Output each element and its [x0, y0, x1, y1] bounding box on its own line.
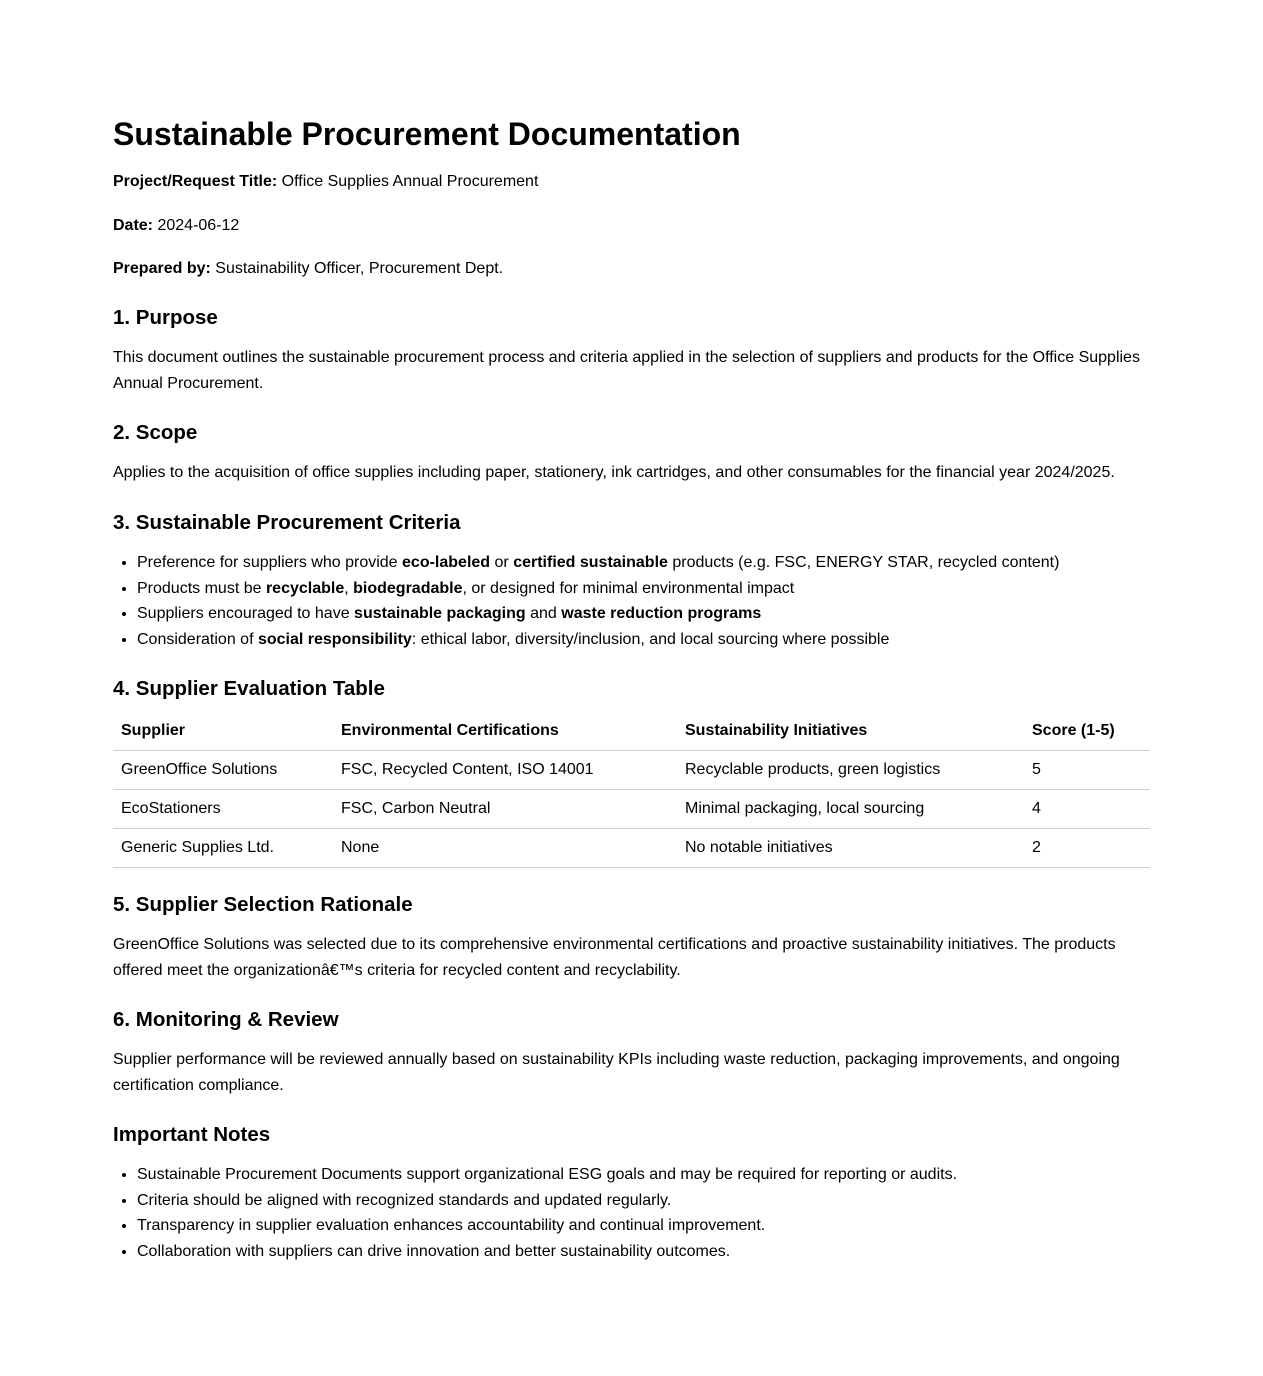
- notes-heading: Important Notes: [113, 1123, 271, 1146]
- supplier-cell: EcoStationers: [113, 790, 333, 829]
- criteria-text: and: [525, 605, 562, 623]
- column-header: Sustainability Initiatives: [677, 712, 1024, 751]
- criteria-bold: certified sustainable: [513, 554, 668, 571]
- meta-project-label: Project/Request Title:: [113, 173, 278, 190]
- note-item: • Sustainable Procurement Documents support organizational ESG goals and may be required for reporting or audits.: [137, 1162, 1157, 1188]
- meta-date-value: 2024-06-12: [157, 217, 240, 234]
- score-cell: 5: [1024, 751, 1150, 790]
- column-header: Environmental Certifications: [333, 712, 677, 751]
- supplier-cell: GreenOffice Solutions: [113, 751, 333, 790]
- monitoring-heading: 6. Monitoring & Review: [113, 1008, 339, 1031]
- meta-project: [113, 172, 538, 192]
- supplier-evaluation-table: [113, 712, 1150, 868]
- table-header-row: [113, 712, 1150, 751]
- criteria-text: Suppliers encouraged to have: [137, 605, 355, 623]
- criteria-text: Preference for suppliers who provide: [137, 554, 403, 571]
- criteria-item: [137, 627, 1157, 653]
- certifications-cell: FSC, Carbon Neutral: [333, 790, 677, 829]
- initiatives-cell: No notable initiatives: [677, 829, 1024, 868]
- criteria-item: [137, 576, 1157, 602]
- initiatives-cell: Recyclable products, green logistics: [677, 751, 1024, 790]
- scope-heading: 2. Scope: [113, 421, 198, 444]
- meta-date-label: Date:: [113, 217, 154, 234]
- initiatives-cell: Minimal packaging, local sourcing: [677, 790, 1024, 829]
- supplier-cell: Generic Supplies Ltd.: [113, 829, 333, 868]
- criteria-text: products (e.g. FSC, ENERGY STAR, recycled content): [667, 554, 1060, 571]
- meta-prepared-label: Prepared by:: [113, 260, 211, 277]
- score-cell: 4: [1024, 790, 1150, 829]
- rationale-heading: 5. Supplier Selection Rationale: [113, 893, 413, 916]
- certifications-cell: FSC, Recycled Content, ISO 14001: [333, 751, 677, 790]
- certifications-cell: None: [333, 829, 677, 868]
- score-cell: 2: [1024, 829, 1150, 868]
- note-item: • Collaboration with suppliers can drive innovation and better sustainability outcomes.: [137, 1239, 1157, 1265]
- meta-project-value: Office Supplies Annual Procurement: [281, 173, 539, 190]
- meta-date: [113, 216, 239, 236]
- table-row: [113, 829, 1150, 868]
- meta-prepared-value: Sustainability Officer, Procurement Dept.: [215, 260, 504, 277]
- purpose-text: This document outlines the sustainable procurement process and criteria applied in the selection of suppliers and products for the Office Supplies Annual Procurement.: [113, 349, 1140, 392]
- scope-text: Applies to the acquisition of office supplies including paper, stationery, ink cartridges, and other consumables for the financial year 2024/2025.: [113, 464, 1115, 481]
- criteria-text: : ethical labor, diversity/inclusion, and local sourcing where possible: [411, 630, 890, 648]
- criteria-text: Consideration of: [137, 630, 258, 648]
- monitoring-text: Supplier performance will be reviewed annually based on sustainability KPIs including waste reduction, packaging improvements, and ongoing certification compliance.: [113, 1051, 1120, 1094]
- table-row: [113, 751, 1150, 790]
- criteria-item: [137, 550, 1157, 576]
- rationale-text: GreenOffice Solutions was selected due to its comprehensive environmental certifications and proactive sustainability initiatives. The products offered meet the organizationâ€™s criteria for recycled content and recyclability.: [113, 936, 1116, 979]
- criteria-bold: biodegradable: [353, 579, 463, 597]
- page-title: Sustainable Procurement Documentation: [113, 116, 741, 152]
- criteria-bold: sustainable packaging: [354, 605, 526, 623]
- criteria-text: ,: [344, 579, 354, 597]
- column-header: Supplier: [113, 712, 333, 751]
- purpose-heading: 1. Purpose: [113, 306, 218, 329]
- note-item: • Criteria should be aligned with recognized standards and updated regularly.: [137, 1188, 1157, 1214]
- criteria-bold: recyclable: [265, 579, 345, 597]
- criteria-heading: 3. Sustainable Procurement Criteria: [113, 511, 461, 534]
- criteria-bold: waste reduction programs: [561, 605, 762, 623]
- criteria-item: [137, 601, 1157, 627]
- table-row: [113, 790, 1150, 829]
- criteria-bold: eco-labeled: [402, 554, 491, 571]
- meta-prepared: [113, 259, 503, 279]
- criteria-list: [113, 550, 1157, 652]
- criteria-text: or: [490, 554, 514, 571]
- column-header: Score (1-5): [1024, 712, 1150, 751]
- criteria-text: Products must be: [137, 579, 266, 597]
- evaluation-heading: 4. Supplier Evaluation Table: [113, 677, 385, 700]
- criteria-bold: social responsibility: [257, 630, 412, 648]
- criteria-text: , or designed for minimal environmental impact: [462, 579, 795, 597]
- notes-list: [113, 1162, 1157, 1264]
- note-item: • Transparency in supplier evaluation enhances accountability and continual improvement.: [137, 1213, 1157, 1239]
